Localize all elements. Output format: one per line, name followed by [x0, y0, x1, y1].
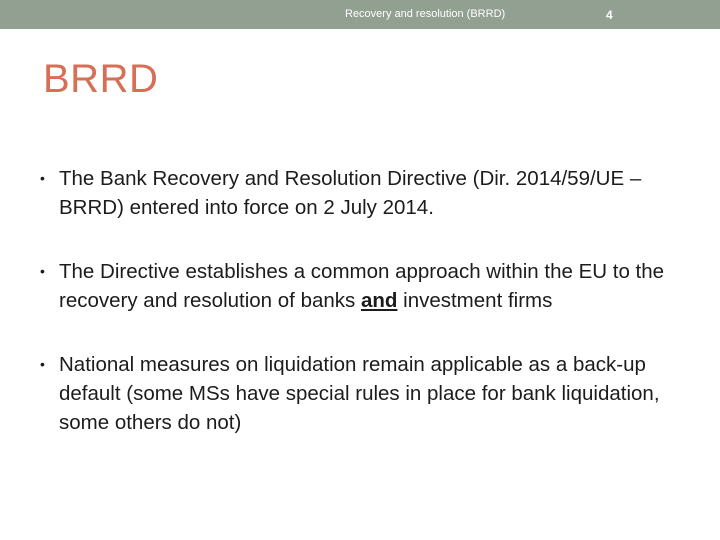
bullet-list	[40, 164, 690, 437]
bullet-dot-icon: •	[40, 170, 45, 186]
bullet-text: The Bank Recovery and Resolution Directive (Dir. 2014/59/UE –BRRD) entered into force on 2 July 2014.	[59, 167, 642, 219]
header-bar	[0, 0, 720, 29]
bullet-dot-icon: •	[40, 356, 45, 372]
bullet-text-continued: investment firms	[397, 289, 553, 312]
bullet-item	[40, 350, 690, 437]
bullet-item	[40, 257, 690, 315]
bullet-item	[40, 164, 690, 222]
header-title: Recovery and resolution (BRRD)	[345, 8, 506, 20]
bullet-dot-icon: •	[40, 263, 45, 279]
bullet-text: The Directive establishes a common approach within the EU to the recovery and resolution of banks	[59, 260, 665, 312]
slide-title: BRRD	[43, 57, 159, 101]
bullet-text: National measures on liquidation remain applicable as a back-up default (some MSs have special rules in place for bank liquidation, some others do not)	[59, 353, 660, 434]
page-number: 4	[606, 8, 613, 22]
bullet-emphasis: and	[360, 289, 398, 312]
